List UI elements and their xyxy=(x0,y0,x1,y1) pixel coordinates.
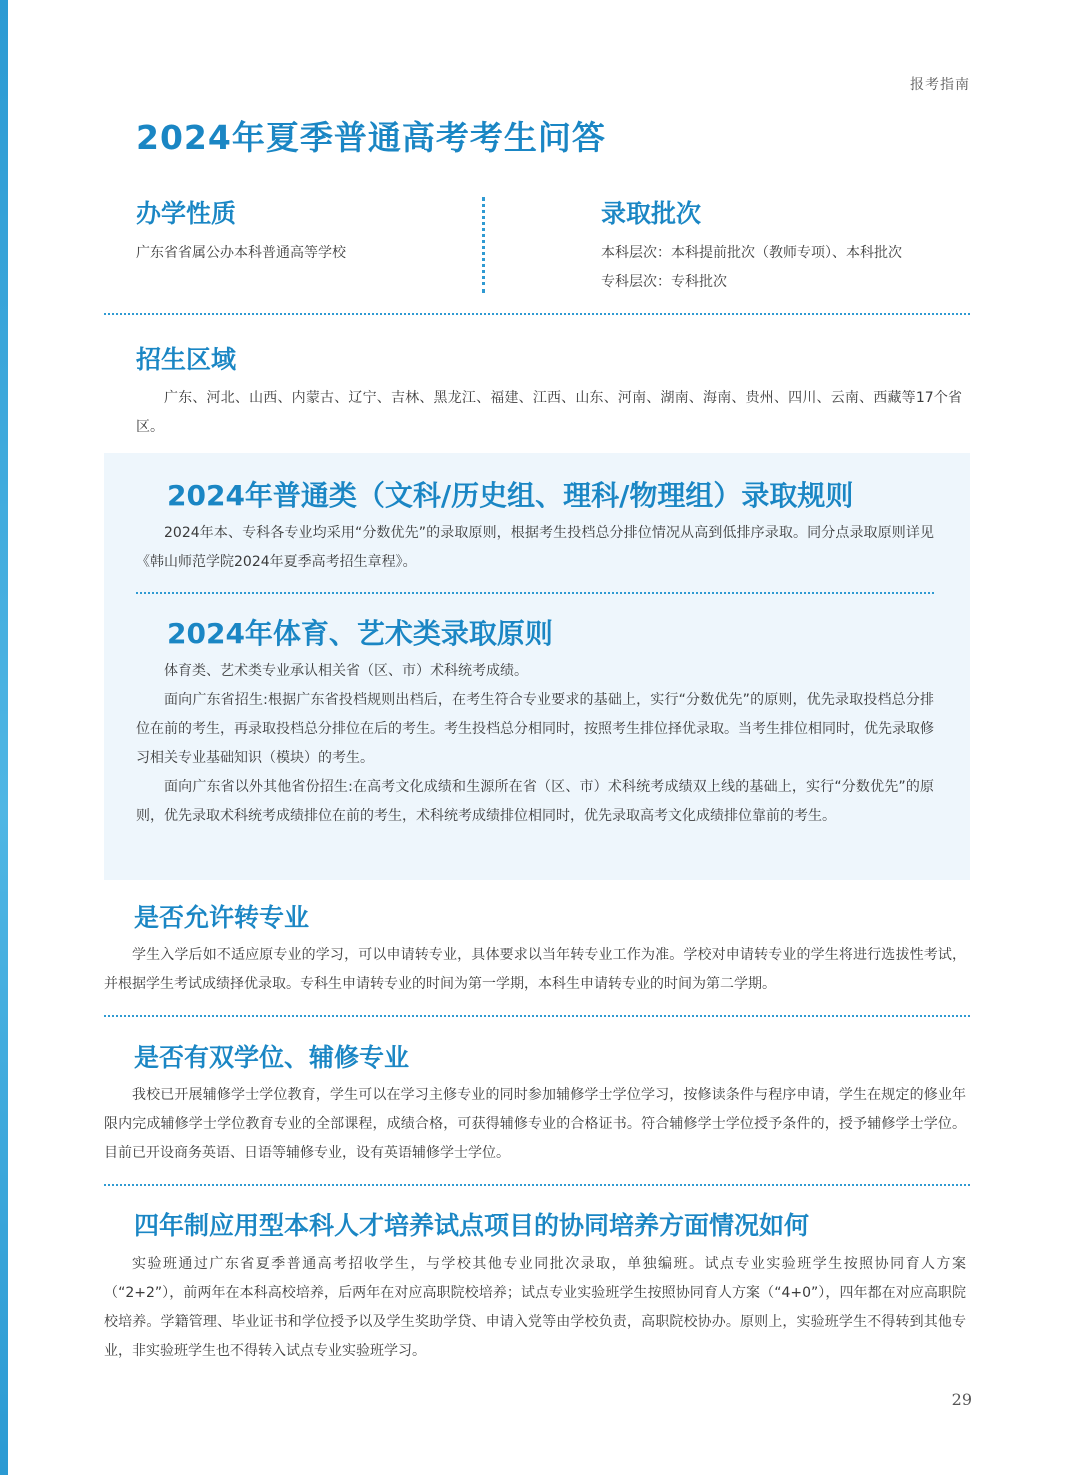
batch-line-2: 专科层次：专科批次 xyxy=(601,274,727,290)
nature-heading: 办学性质 xyxy=(136,199,237,228)
region-heading: 招生区域 xyxy=(136,345,237,374)
general-rules-heading: 2024年普通类（文科/历史组、理科/物理组）录取规则 xyxy=(167,479,854,512)
divider xyxy=(104,1015,970,1017)
batch-line-1: 本科层次：本科提前批次（教师专项）、本科批次 xyxy=(601,245,902,261)
double-degree-text: 我校已开展辅修学士学位教育，学生可以在学习主修专业的同时参加辅修学士学位学习，按修读条件与程序申请，学生在规定的修业年限内完成辅修学士学位教育专业的全部课程，成绩合格，可获得辅修专业的合格证书。符合辅修学士学位授予条件的，授予辅修学士学位。目前已开设商务英语、日语等辅修专业，设有英语辅修学士学位。 xyxy=(104,1087,966,1161)
pilot-text: 实验班通过广东省夏季普通高考招收学生，与学校其他专业同批次录取，单独编班。试点专业实验班学生按照协同育人方案（“2+2”），前两年在本科高校培养，后两年在对应高职院校培养；试点专业实验班学生按照协同育人方案（“4+0”），四年都在对应高职院校培养。学籍管理、毕业证书和学位授予以及学生奖助学贷、申请入党等由学校负责，高职院校协办。原则上，实验班学生不得转到其他专业，非实验班学生也不得转入试点专业实验班学习。 xyxy=(104,1256,966,1359)
art-rules-p2: 面向广东省招生:根据广东省投档规则出档后，在考生符合专业要求的基础上，实行“分数优先”的原则，优先录取投档总分排位在前的考生，再录取投档总分排位在后的考生。考生投档总分相同时，按照考生排位择优录取。当考生排位相同时，优先录取修习相关专业基础知识（模块）的考生。 xyxy=(136,692,934,766)
transfer-text: 学生入学后如不适应原专业的学习，可以申请转专业，具体要求以当年转专业工作为准。学校对申请转专业的学生将进行选拔性考试，并根据学生考试成绩择优录取。专科生申请转专业的时间为第一学期，本科生申请转专业的时间为第二学期。 xyxy=(104,947,966,992)
section-label: 报考指南 xyxy=(910,77,970,93)
left-color-strip xyxy=(0,0,8,1475)
double-degree-heading: 是否有双学位、辅修专业 xyxy=(134,1043,410,1072)
divider xyxy=(104,313,970,315)
batch-heading: 录取批次 xyxy=(601,199,702,228)
art-rules-heading: 2024年体育、艺术类录取原则 xyxy=(167,617,553,650)
art-rules-p3: 面向广东省以外其他省份招生:在高考文化成绩和生源所在省（区、市）术科统考成绩双上线的基础上，实行“分数优先”的原则，优先录取术科统考成绩排位在前的考生，术科统考成绩排位相同时，优先录取高考文化成绩排位靠前的考生。 xyxy=(136,779,934,824)
divider xyxy=(104,1184,970,1186)
page-title: 2024年夏季普通高考考生问答 xyxy=(136,118,606,157)
nature-text: 广东省省属公办本科普通高等学校 xyxy=(136,245,346,261)
column-divider xyxy=(482,197,485,293)
panel-divider xyxy=(136,592,934,594)
region-text: 广东、河北、山西、内蒙古、辽宁、吉林、黑龙江、福建、江西、山东、河南、湖南、海南、贵州、四川、云南、西藏等17个省区。 xyxy=(136,390,962,435)
general-rules-text: 2024年本、专科各专业均采用“分数优先”的录取原则，根据考生投档总分排位情况从高到低排序录取。同分点录取原则详见《韩山师范学院2024年夏季高考招生章程》。 xyxy=(136,525,934,570)
page-number: 29 xyxy=(951,1390,972,1409)
pilot-heading: 四年制应用型本科人才培养试点项目的协同培养方面情况如何 xyxy=(134,1211,810,1240)
art-rules-p1: 体育类、艺术类专业承认相关省（区、市）术科统考成绩。 xyxy=(164,663,528,679)
transfer-heading: 是否允许转专业 xyxy=(134,903,310,932)
